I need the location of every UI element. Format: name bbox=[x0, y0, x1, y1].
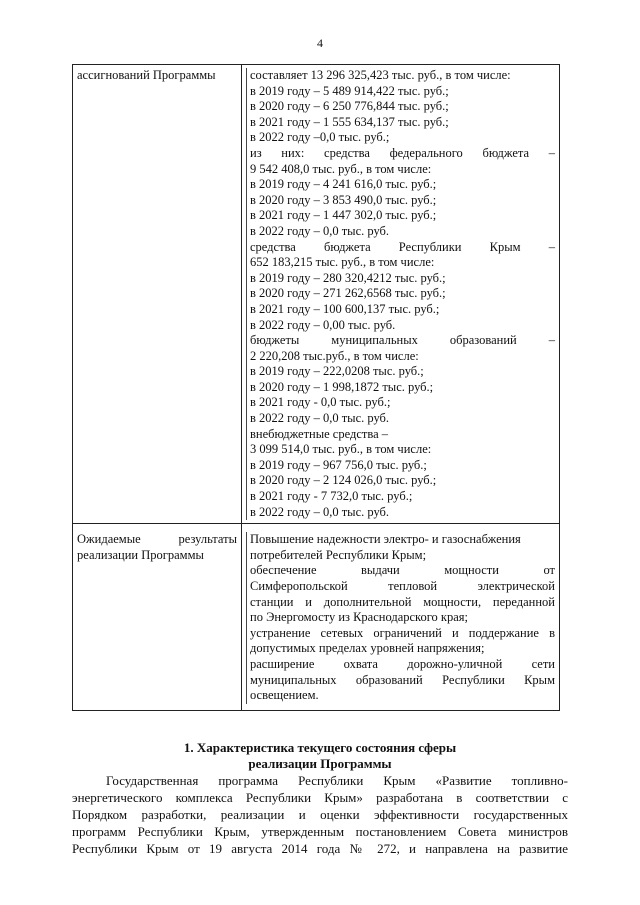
financing-line: в 2019 году – 280 320,4212 тыс. руб.; bbox=[250, 270, 446, 285]
paragraph-line: Государственная программа Республики Крым «Развитие топливно- bbox=[106, 773, 568, 788]
financing-label-cell bbox=[73, 65, 242, 524]
financing-line: бюджеты муниципальных образований – bbox=[250, 333, 555, 348]
financing-line: в 2020 году – 271 262,6568 тыс. руб.; bbox=[250, 286, 446, 301]
financing-line: в 2019 году – 967 756,0 тыс. руб.; bbox=[250, 457, 427, 472]
financing-value-cell bbox=[242, 65, 560, 524]
paragraph-line: Республики Крым от 19 августа 2014 года № 272, и направлена на развитие bbox=[72, 841, 568, 856]
financing-line: в 2022 году – 0,0 тыс. руб. bbox=[250, 223, 390, 238]
financing-line: в 2020 году – 6 250 776,844 тыс. руб.; bbox=[250, 99, 449, 114]
results-line: муниципальных образований Республики Крым bbox=[250, 672, 555, 687]
financing-line: в 2020 году – 3 853 490,0 тыс. руб.; bbox=[250, 192, 437, 207]
financing-text-block bbox=[246, 68, 555, 520]
financing-line: 3 099 514,0 тыс. руб., в том числе: bbox=[250, 442, 432, 457]
results-line: по Энергомосту из Краснодарского края; bbox=[250, 610, 469, 625]
financing-line: 2 220,208 тыс.руб., в том числе: bbox=[250, 348, 419, 363]
paragraph-line: энергетического комплекса Республики Крым» разработана в соответствии с bbox=[72, 790, 568, 805]
section-paragraph bbox=[72, 772, 568, 857]
financing-line: 652 183,215 тыс. руб., в том числе: bbox=[250, 255, 435, 270]
results-label-line: Ожидаемые результаты bbox=[77, 532, 237, 547]
results-line: обеспечение выдачи мощности от bbox=[250, 563, 555, 578]
page-number: 4 bbox=[317, 36, 323, 50]
financing-line: в 2019 году – 222,0208 тыс. руб.; bbox=[250, 364, 424, 379]
results-value-cell bbox=[242, 524, 560, 711]
financing-line: в 2021 году – 1 555 634,137 тыс. руб.; bbox=[250, 114, 449, 129]
results-text-block bbox=[246, 532, 555, 704]
financing-line: в 2022 году – 0,0 тыс. руб. bbox=[250, 504, 390, 519]
results-line: потребителей Республики Крым; bbox=[250, 547, 427, 562]
financing-line: 9 542 408,0 тыс. руб., в том числе: bbox=[250, 161, 432, 176]
section-heading-line: 1. Характеристика текущего состояния сферы bbox=[183, 740, 457, 755]
financing-line: в 2022 году – 0,00 тыс. руб. bbox=[250, 317, 396, 332]
financing-label: ассигнований Программы bbox=[77, 68, 216, 82]
results-line: допустимых пределах уровней напряжения; bbox=[250, 641, 485, 656]
section-heading bbox=[72, 740, 568, 772]
financing-line: в 2020 году – 2 124 026,0 тыс. руб.; bbox=[250, 473, 437, 488]
financing-line: из них: средства федерального бюджета – bbox=[250, 145, 555, 160]
financing-line: в 2021 году - 7 732,0 тыс. руб.; bbox=[250, 489, 413, 504]
financing-line: в 2019 году – 4 241 616,0 тыс. руб.; bbox=[250, 177, 437, 192]
financing-row bbox=[73, 65, 560, 524]
results-line: Повышение надежности электро- и газоснабжения bbox=[250, 532, 521, 547]
results-line: станции и дополнительной мощности, переданной bbox=[250, 594, 555, 609]
paragraph-line: Порядком разработки, реализации и оценки эффективности государственных bbox=[72, 807, 568, 822]
financing-line: в 2022 году – 0,0 тыс. руб. bbox=[250, 411, 390, 426]
results-label-cell bbox=[73, 524, 242, 711]
section-heading-line: реализации Программы bbox=[248, 756, 392, 771]
results-line: освещением. bbox=[250, 688, 319, 703]
program-passport-table bbox=[72, 64, 560, 711]
financing-line: в 2021 году – 100 600,137 тыс. руб.; bbox=[250, 301, 440, 316]
results-row bbox=[73, 524, 560, 711]
financing-line: в 2020 году – 1 998,1872 тыс. руб.; bbox=[250, 379, 434, 394]
results-label-line: реализации Программы bbox=[77, 547, 204, 562]
paragraph-line: программ Республики Крым, утвержденным постановлением Совета министров bbox=[72, 824, 568, 839]
financing-line: в 2019 году – 5 489 914,422 тыс. руб.; bbox=[250, 83, 449, 98]
financing-line: составляет 13 296 325,423 тыс. руб., в том числе: bbox=[250, 68, 511, 82]
financing-line: внебюджетные средства – bbox=[250, 426, 389, 441]
results-line: Симферопольской тепловой электрической bbox=[250, 579, 555, 593]
financing-line: в 2021 году - 0,0 тыс. руб.; bbox=[250, 395, 391, 410]
financing-line: в 2021 году – 1 447 302,0 тыс. руб.; bbox=[250, 208, 437, 223]
financing-line: в 2022 году –0,0 тыс. руб.; bbox=[250, 130, 390, 145]
results-line: устранение сетевых ограничений и поддержание в bbox=[250, 625, 555, 640]
results-line: расширение охвата дорожно-уличной сети bbox=[250, 656, 555, 671]
financing-line: средства бюджета Республики Крым – bbox=[250, 239, 555, 254]
